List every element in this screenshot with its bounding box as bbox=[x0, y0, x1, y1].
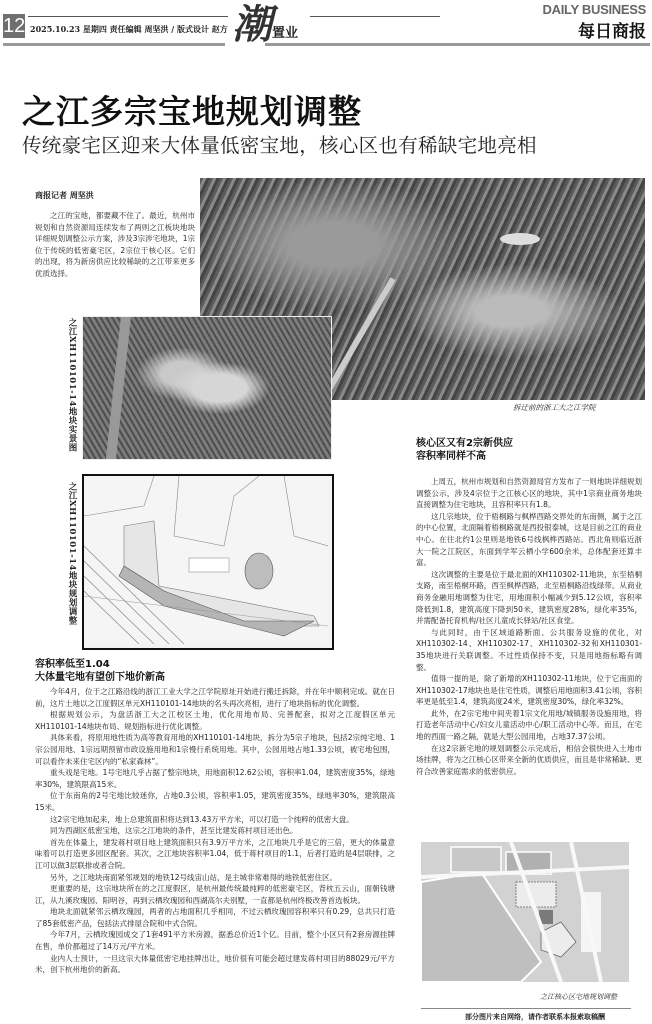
map-legend-box bbox=[189, 558, 229, 572]
paragraph: 与此同时，由于区域道路断面、公共服务设施的优化，对XH110302-14、XH110302-17、XH110302-32和XH110301-35地块进行关联调整。不过性质保持不变，只是用地指标略有调整。 bbox=[416, 627, 642, 672]
header-bar-right bbox=[265, 43, 650, 46]
section2-heading-line1: 核心区又有2宗新供应 bbox=[416, 438, 513, 449]
header-rule-left bbox=[28, 16, 228, 17]
section1-heading-line1: 容积率低至1.04 bbox=[35, 659, 110, 670]
paragraph: 此外，在2宗宅地中间夹着1宗文化用地/城镇服务设施用地，将打造老年活动中心/妇女儿童活动中心/职工活动中心等。而且，在宅地的西面一路之隔，就是大型公园用地，占地37.37公顷。 bbox=[416, 708, 642, 742]
paragraph: 业内人士预计，一旦这宗大体量低密宅地挂牌出让，地价很有可能会超过建发蒋村项目的88029元/平方米，创下杭州地价的新高。 bbox=[35, 953, 395, 975]
residential-plot-11 bbox=[516, 882, 556, 907]
paragraph: 在这2宗新宅地的规划调整公示完成后，相信会很快进入土地市场挂牌，将为之江核心区带来全新的优质供应，而且是非常稀缺、更符合改善家庭需求的低密供应。 bbox=[416, 743, 642, 776]
paragraph: 今年7月，云栖玫瑰园成交了1套491平方米房源，据悉总价近1个亿。目前，整个小区只有2套房源挂牌在售，单价都超过了14万元/平方米。 bbox=[35, 930, 395, 952]
issue-meta: 2025.10.23 星期四 责任编辑 周坚洪 / 版式设计 赵方 bbox=[30, 24, 228, 34]
plot-plan-map bbox=[82, 474, 334, 650]
footer-note: 部分图片来自网络，请作者联系本报索取稿酬 bbox=[465, 1013, 605, 1021]
photo-caption-aerial: 之江XH110101-14地块实景图 bbox=[67, 318, 77, 452]
map-block bbox=[451, 847, 501, 872]
paragraph: 根据规划公示，为盘活浙工大之江校区土地，优化用地布局、完善配套，拟对之江度假区单元XH110101-14地块布局、规划指标进行优化调整。 bbox=[35, 710, 395, 731]
plan-map-caption: 之江XH110101-14地块规划调整 bbox=[67, 482, 77, 625]
masthead-english: DAILY BUSINESS bbox=[542, 2, 646, 17]
section1-heading-line2: 大体量宅地有望创下地价新高 bbox=[35, 672, 165, 683]
header-rule-right bbox=[310, 16, 440, 17]
photo-lake bbox=[500, 233, 540, 245]
paragraph: 具体来看，将原用地性质为高等教育用地的XH110101-14地块，拆分为5宗子地块，包括2宗纯宅地、1宗公园用地、1宗远期预留市政设施用地和1宗慢行系统用地。其中，公园用地占地1.33公顷，被宅地包围，可以看作未来住宅区内的“私家森林”。 bbox=[35, 733, 395, 766]
paragraph: 更重要的是，这宗地块所在的之江度假区，是杭州最传统最纯粹的低密豪宅区，背枕五云山，面朝钱塘江，从九溪玫瑰园、阳明谷，再到云栖玫瑰园和西湖高尔夫别墅，一直都是杭州终极改善首选板块。 bbox=[35, 884, 395, 905]
paragraph: 上周五，杭州市规划和自然资源局官方发布了一则地块详细规划调整公示，涉及4宗位于之江核心区的地块，其中1宗商业商务地块直接调整为住宅地块，且容积率只有1.8。 bbox=[416, 477, 642, 510]
photo-plot-aerial bbox=[82, 316, 332, 460]
core-zone-map bbox=[421, 842, 629, 982]
article-title: 之江多宗宝地规划调整 bbox=[22, 92, 362, 131]
article-subtitle: 传统豪宅区迎来大体量低密宝地，核心区也有稀缺宅地亮相 bbox=[22, 134, 537, 157]
paragraph: 地块北面就紧邻云栖玫瑰园，两者的占地面积几乎相同，不过云栖玫瑰园容积率只有0.29，总共只打造了85套低密产品，包括法式排屋合院和中式合院。 bbox=[35, 907, 395, 928]
paragraph: 这2宗宅地加起来，地上总建筑面积将达到13.43万平方米，可以打造一个纯粹的低密大盘。 bbox=[50, 814, 354, 824]
section-name: 置业 bbox=[272, 26, 299, 41]
footer-rule bbox=[421, 1008, 631, 1009]
plan-map-drawing bbox=[84, 476, 328, 644]
paragraph: 位于东南角的2号宅地比较迷你，占地0.3公顷，容积率1.05，建筑密度35%，绿地率30%，建筑限高15米。 bbox=[35, 791, 395, 812]
paragraph: 今年4月，位于之江路沿线的浙江工业大学之江学院原址开始进行搬迁拆除，并在年中顺利完成。就在日前，这片土地以之江度假区单元XH110101-14地块的名头再次亮相，进行了地块指标的优化调整。 bbox=[35, 687, 395, 708]
byline: 商报记者 周坚洪 bbox=[35, 191, 94, 200]
page-number: 12 bbox=[3, 15, 26, 37]
section1-heading bbox=[35, 658, 165, 684]
masthead-chinese: 每日商报 bbox=[578, 22, 646, 42]
zone-map-caption: 之江核心区宅地规划调整 bbox=[540, 993, 617, 1001]
paragraph: 值得一提的是，除了新增的XH110302-11地块，位于它南面的XH110302-17地块也是住宅性质，调整后用地面积3.41公顷，容积率更是低至1.4，建筑高度24米，建筑密度30%，绿化率32%。 bbox=[416, 674, 642, 707]
photo-highway bbox=[104, 316, 132, 460]
intro-paragraph bbox=[35, 210, 195, 280]
park-parcel bbox=[245, 553, 273, 589]
section2-heading bbox=[416, 437, 513, 463]
paragraph: 这几宗地块，位于梧桐路与枫桦西路交界处的东南侧，属于之江的中心位置，北面隔着梧桐路就是西投银泰城，这是目前之江的商业中心。在往北约1公里则是地铁6号线枫桦西路站。西北角则临近浙大一院之江院区，东面到学军云栖小学600余米，总体配套还算丰富。 bbox=[416, 511, 642, 568]
header-bar-left bbox=[3, 43, 225, 46]
paragraph: 另外，之江地块南面紧邻规划的地铁12号线宙山站，是主城非常难得的地铁低密住区。 bbox=[50, 872, 338, 882]
zone-map-drawing bbox=[421, 842, 629, 982]
paragraph: 重头戏是宅地。1号宅地几乎占据了整宗地块，用地面积12.62公顷，容积率1.04，建筑密度35%，绿地率30%，建筑限高15米。 bbox=[35, 768, 395, 789]
paragraph: 同为西湖区低密宝地，这宗之江地块的条件，甚至比建发蒋村项目还出色。 bbox=[50, 826, 298, 836]
section2-heading-line2: 容积率同样不高 bbox=[416, 451, 486, 462]
photo-caption-campus: 拆迁前的浙工大之江学院 bbox=[513, 403, 596, 412]
intro-text: 之江的宝地，都要藏不住了。最近，杭州市规划和自然资源局连续发布了两则之江板块地块详细规划调整公示方案，涉及3宗涉宅地块，1宗位于传统的低密豪宅区，2宗位于核心区。它们的出现，将为新房供应比较稀缺的之江带来更多优质选择。 bbox=[35, 211, 195, 278]
section-logo: 潮 bbox=[232, 1, 272, 48]
section1-body bbox=[35, 686, 395, 976]
paragraph: 这次调整的主要是位于最北面的XH110302-11地块，东至梧桐支路，南至梧桐环路，西至枫桦西路，北至梧桐路沿线绿带。从商业商务金融用地调整为住宅，用地面积小幅减少到5.12公顷，容积率降低到1.8，建筑高度下降到50米，建筑密度28%，绿化率35%，并需配备托育机构/社区儿童成长驿站/社区食堂。 bbox=[416, 569, 642, 626]
paragraph: 首先在体量上，建发蒋村项目地上建筑面积只有3.9万平方米，之江地块几乎是它的三倍，更大的体量意味着可以打造更多园区配套。其次，之江地块容积率1.04，低于蒋村项目的1.1，后者打造的是4层联排，之江可以做3层联排或者合院。 bbox=[35, 837, 395, 870]
section2-body bbox=[416, 476, 642, 777]
